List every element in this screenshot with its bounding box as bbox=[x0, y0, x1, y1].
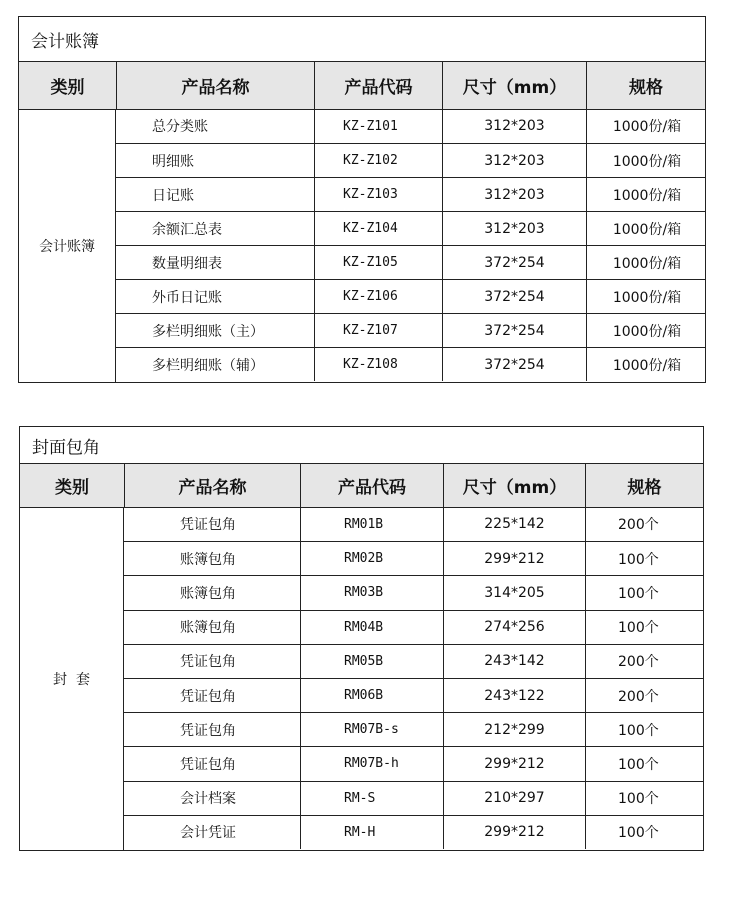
product-name-cell: 凭证包角 bbox=[180, 756, 236, 773]
size-cell: 312*203 bbox=[442, 212, 586, 245]
ledger-table bbox=[18, 16, 706, 383]
table-row bbox=[116, 313, 705, 347]
product-code-cell: RM02B bbox=[300, 542, 443, 575]
product-code-cell: RM03B bbox=[300, 576, 443, 609]
covers-table bbox=[19, 426, 704, 851]
product-code-cell: RM07B-h bbox=[300, 747, 443, 780]
size-cell: 299*212 bbox=[443, 816, 585, 849]
header-category: 类别 bbox=[55, 478, 89, 498]
product-name-cell: 会计凭证 bbox=[180, 825, 236, 842]
header-spec: 规格 bbox=[586, 62, 705, 109]
size-cell: 372*254 bbox=[442, 314, 586, 347]
table-row bbox=[124, 541, 703, 575]
size-cell: 312*203 bbox=[442, 109, 586, 143]
table-row bbox=[124, 575, 703, 609]
size-cell: 314*205 bbox=[443, 576, 585, 609]
table-row bbox=[124, 746, 703, 780]
spec-cell: 1000份/箱 bbox=[586, 178, 707, 211]
table-row bbox=[116, 245, 705, 279]
spec-cell: 100个 bbox=[585, 713, 703, 746]
product-code-cell: KZ-Z103 bbox=[314, 178, 442, 211]
header-size: 尺寸（mm） bbox=[443, 464, 585, 507]
product-name-cell: 数量明细表 bbox=[152, 255, 222, 272]
spec-cell: 100个 bbox=[585, 576, 703, 609]
product-name-cell: 凭证包角 bbox=[180, 517, 236, 534]
product-name-cell: 总分类账 bbox=[152, 119, 208, 135]
product-code-cell: KZ-Z104 bbox=[314, 212, 442, 245]
table-row bbox=[116, 347, 705, 381]
product-name-cell: 明细账 bbox=[152, 153, 194, 170]
spec-cell: 200个 bbox=[585, 679, 703, 712]
product-code-cell: KZ-Z106 bbox=[314, 280, 442, 313]
ledger-rows bbox=[116, 109, 705, 382]
header-category: 类别 bbox=[50, 78, 85, 98]
size-cell: 243*142 bbox=[443, 645, 585, 678]
spec-cell: 1000份/箱 bbox=[586, 109, 707, 143]
size-cell: 372*254 bbox=[442, 348, 586, 381]
table-row bbox=[124, 507, 703, 541]
table-row bbox=[116, 211, 705, 245]
product-code-cell: RM07B-s bbox=[300, 713, 443, 746]
covers-header-row bbox=[20, 464, 703, 508]
spec-cell: 100个 bbox=[585, 816, 703, 849]
spec-cell: 100个 bbox=[585, 611, 703, 644]
covers-table-title: 封面包角 bbox=[20, 427, 703, 464]
product-code-cell: KZ-Z102 bbox=[314, 144, 442, 177]
product-code-cell: RM05B bbox=[300, 645, 443, 678]
spec-cell: 200个 bbox=[585, 507, 703, 541]
header-product-name: 产品名称 bbox=[124, 464, 300, 507]
table-row bbox=[124, 781, 703, 815]
size-cell: 212*299 bbox=[443, 713, 585, 746]
size-cell: 225*142 bbox=[443, 507, 585, 541]
size-cell: 299*212 bbox=[443, 747, 585, 780]
product-code-cell: KZ-Z108 bbox=[314, 348, 442, 381]
covers-rows bbox=[124, 507, 703, 850]
spec-cell: 1000份/箱 bbox=[586, 144, 707, 177]
header-size: 尺寸（mm） bbox=[442, 62, 586, 109]
product-code-cell: RM01B bbox=[300, 507, 443, 541]
product-code-cell: RM06B bbox=[300, 679, 443, 712]
spec-cell: 1000份/箱 bbox=[586, 348, 707, 381]
product-name-cell: 多栏明细账（主） bbox=[152, 323, 264, 340]
size-cell: 312*203 bbox=[442, 178, 586, 211]
header-product-name: 产品名称 bbox=[116, 62, 314, 109]
ledger-table-title: 会计账簿 bbox=[19, 17, 705, 62]
spec-cell: 100个 bbox=[585, 747, 703, 780]
product-name-cell: 凭证包角 bbox=[180, 688, 236, 705]
table-row bbox=[116, 279, 705, 313]
product-name-cell: 凭证包角 bbox=[180, 722, 236, 739]
product-code-cell: KZ-Z101 bbox=[314, 109, 442, 143]
size-cell: 210*297 bbox=[443, 782, 585, 815]
spec-cell: 1000份/箱 bbox=[586, 314, 707, 347]
size-cell: 299*212 bbox=[443, 542, 585, 575]
table-row bbox=[124, 815, 703, 849]
product-name-cell: 多栏明细账（辅） bbox=[152, 357, 264, 374]
ledger-header-row bbox=[19, 62, 705, 110]
product-code-cell: KZ-Z105 bbox=[314, 246, 442, 279]
product-name-cell: 账簿包角 bbox=[180, 551, 236, 568]
product-name-cell: 账簿包角 bbox=[180, 585, 236, 602]
spec-cell: 1000份/箱 bbox=[586, 246, 707, 279]
product-name-cell: 会计档案 bbox=[180, 791, 236, 808]
product-name-cell: 账簿包角 bbox=[180, 620, 236, 637]
product-code-cell: KZ-Z107 bbox=[314, 314, 442, 347]
table-row bbox=[124, 610, 703, 644]
product-code-cell: RM04B bbox=[300, 611, 443, 644]
product-name-cell: 日记账 bbox=[152, 187, 194, 204]
product-name-cell: 凭证包角 bbox=[180, 654, 236, 671]
product-name-cell: 余额汇总表 bbox=[152, 221, 222, 238]
table-row bbox=[124, 712, 703, 746]
spec-cell: 200个 bbox=[585, 645, 703, 678]
spec-cell: 100个 bbox=[585, 782, 703, 815]
ledger-category-cell: 会计账簿 bbox=[19, 109, 116, 382]
header-product-code: 产品代码 bbox=[314, 62, 442, 109]
product-name-cell: 外币日记账 bbox=[152, 289, 222, 306]
header-product-code: 产品代码 bbox=[300, 464, 443, 507]
table-row bbox=[116, 177, 705, 211]
table-row bbox=[116, 143, 705, 177]
size-cell: 243*122 bbox=[443, 679, 585, 712]
size-cell: 274*256 bbox=[443, 611, 585, 644]
spec-cell: 1000份/箱 bbox=[586, 212, 707, 245]
spec-cell: 100个 bbox=[585, 542, 703, 575]
table-row bbox=[124, 644, 703, 678]
spec-cell: 1000份/箱 bbox=[586, 280, 707, 313]
table-row bbox=[124, 678, 703, 712]
table-row bbox=[116, 109, 705, 143]
size-cell: 372*254 bbox=[442, 246, 586, 279]
product-code-cell: RM-H bbox=[300, 816, 443, 849]
covers-category-cell: 封 套 bbox=[20, 507, 124, 850]
size-cell: 372*254 bbox=[442, 280, 586, 313]
size-cell: 312*203 bbox=[442, 144, 586, 177]
header-spec: 规格 bbox=[585, 464, 703, 507]
product-code-cell: RM-S bbox=[300, 782, 443, 815]
